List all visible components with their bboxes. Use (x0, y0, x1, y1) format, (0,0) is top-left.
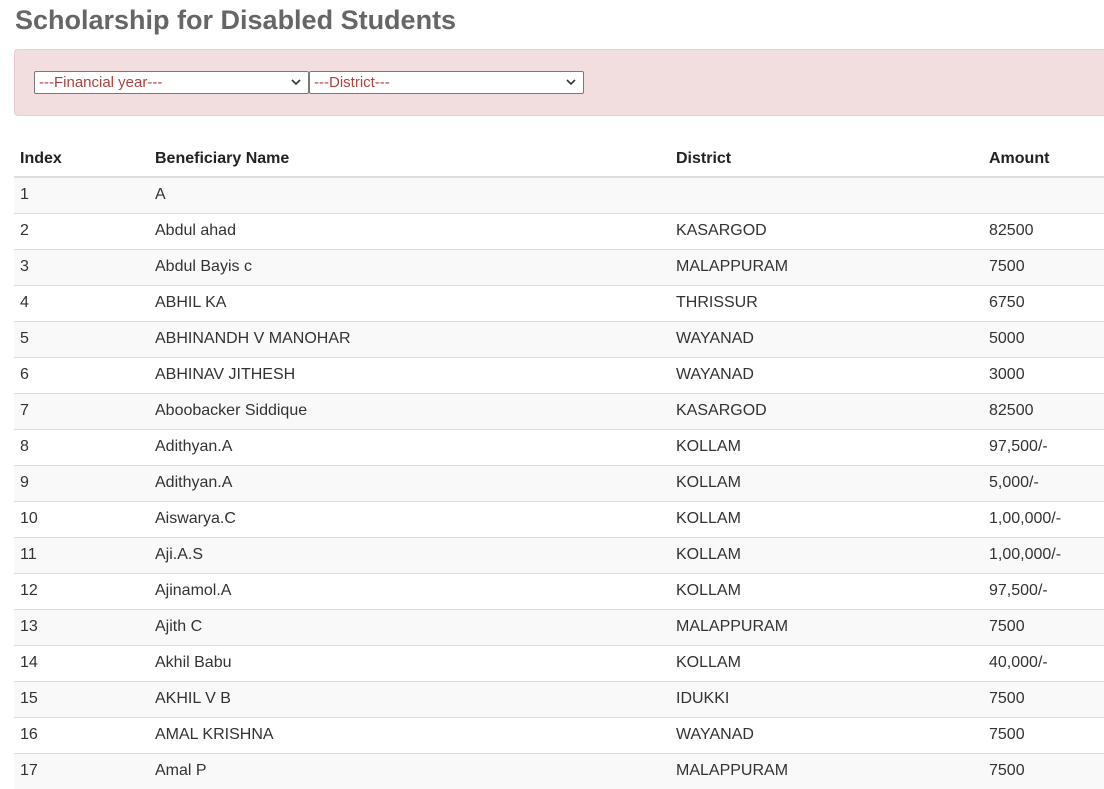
cell-district: KOLLAM (670, 465, 983, 501)
cell-beneficiary-name: AMAL KRISHNA (149, 717, 670, 753)
chevron-down-icon (290, 76, 302, 88)
table-row (14, 357, 1104, 393)
cell-beneficiary-name: Adithyan.A (149, 465, 670, 501)
cell-index: 1 (14, 177, 149, 213)
table-row (14, 537, 1104, 573)
district-select-value: ---District--- (314, 74, 390, 91)
cell-beneficiary-name: Abdul ahad (149, 213, 670, 249)
cell-beneficiary-name: Aji.A.S (149, 537, 670, 573)
cell-district (670, 177, 983, 213)
cell-index: 2 (14, 213, 149, 249)
cell-amount: 7500 (983, 753, 1104, 789)
cell-amount: 1,00,000/- (983, 537, 1104, 573)
cell-amount: 5,000/- (983, 465, 1104, 501)
cell-amount: 40,000/- (983, 645, 1104, 681)
table-row (14, 213, 1104, 249)
cell-beneficiary-name: Ajinamol.A (149, 573, 670, 609)
cell-index: 6 (14, 357, 149, 393)
cell-index: 13 (14, 609, 149, 645)
cell-index: 17 (14, 753, 149, 789)
financial-year-select-value: ---Financial year--- (39, 74, 163, 91)
cell-amount: 7500 (983, 609, 1104, 645)
cell-index: 3 (14, 249, 149, 285)
cell-district: KOLLAM (670, 429, 983, 465)
cell-beneficiary-name: Aboobacker Siddique (149, 393, 670, 429)
cell-index: 12 (14, 573, 149, 609)
table-row (14, 465, 1104, 501)
cell-beneficiary-name: Aiswarya.C (149, 501, 670, 537)
cell-district: IDUKKI (670, 681, 983, 717)
cell-district: KOLLAM (670, 537, 983, 573)
cell-amount: 82500 (983, 213, 1104, 249)
cell-index: 14 (14, 645, 149, 681)
table-row (14, 393, 1104, 429)
cell-district: KOLLAM (670, 645, 983, 681)
chevron-down-icon (565, 76, 577, 88)
table-row (14, 249, 1104, 285)
page-title: Scholarship for Disabled Students (15, 5, 457, 35)
cell-district: KOLLAM (670, 501, 983, 537)
financial-year-select[interactable] (34, 71, 309, 94)
cell-index: 9 (14, 465, 149, 501)
cell-index: 10 (14, 501, 149, 537)
table-row (14, 645, 1104, 681)
cell-district: KOLLAM (670, 573, 983, 609)
cell-index: 5 (14, 321, 149, 357)
cell-index: 16 (14, 717, 149, 753)
table-row (14, 321, 1104, 357)
cell-index: 8 (14, 429, 149, 465)
header-amount: Amount (983, 141, 1104, 177)
table-row (14, 501, 1104, 537)
cell-district: MALAPPURAM (670, 249, 983, 285)
cell-beneficiary-name: A (149, 177, 670, 213)
cell-amount: 7500 (983, 717, 1104, 753)
cell-district: KASARGOD (670, 213, 983, 249)
table-row (14, 717, 1104, 753)
cell-beneficiary-name: Akhil Babu (149, 645, 670, 681)
beneficiary-table (14, 141, 1104, 789)
filter-panel (14, 49, 1104, 116)
cell-amount: 1,00,000/- (983, 501, 1104, 537)
cell-district: THRISSUR (670, 285, 983, 321)
cell-index: 15 (14, 681, 149, 717)
cell-amount: 7500 (983, 681, 1104, 717)
header-district: District (670, 141, 983, 177)
cell-district: WAYANAD (670, 321, 983, 357)
cell-index: 4 (14, 285, 149, 321)
table-row (14, 285, 1104, 321)
table-row (14, 573, 1104, 609)
district-select[interactable] (309, 71, 584, 94)
table-row (14, 177, 1104, 213)
header-beneficiary-name: Beneficiary Name (149, 141, 670, 177)
cell-index: 11 (14, 537, 149, 573)
table-body (14, 177, 1104, 789)
table-row (14, 429, 1104, 465)
cell-index: 7 (14, 393, 149, 429)
cell-amount: 5000 (983, 321, 1104, 357)
cell-beneficiary-name: AKHIL V B (149, 681, 670, 717)
cell-amount: 6750 (983, 285, 1104, 321)
cell-district: WAYANAD (670, 717, 983, 753)
cell-amount: 7500 (983, 249, 1104, 285)
table-row (14, 681, 1104, 717)
table-row (14, 753, 1104, 789)
cell-amount: 3000 (983, 357, 1104, 393)
cell-district: MALAPPURAM (670, 753, 983, 789)
cell-beneficiary-name: Abdul Bayis c (149, 249, 670, 285)
cell-amount: 97,500/- (983, 429, 1104, 465)
cell-beneficiary-name: Ajith C (149, 609, 670, 645)
cell-amount (983, 177, 1104, 213)
cell-beneficiary-name: Amal P (149, 753, 670, 789)
cell-beneficiary-name: Adithyan.A (149, 429, 670, 465)
table-header-row (14, 141, 1104, 177)
cell-beneficiary-name: ABHINANDH V MANOHAR (149, 321, 670, 357)
header-index: Index (14, 141, 149, 177)
cell-amount: 82500 (983, 393, 1104, 429)
cell-district: KASARGOD (670, 393, 983, 429)
table-row (14, 609, 1104, 645)
cell-district: WAYANAD (670, 357, 983, 393)
cell-amount: 97,500/- (983, 573, 1104, 609)
cell-beneficiary-name: ABHIL KA (149, 285, 670, 321)
cell-beneficiary-name: ABHINAV JITHESH (149, 357, 670, 393)
cell-district: MALAPPURAM (670, 609, 983, 645)
